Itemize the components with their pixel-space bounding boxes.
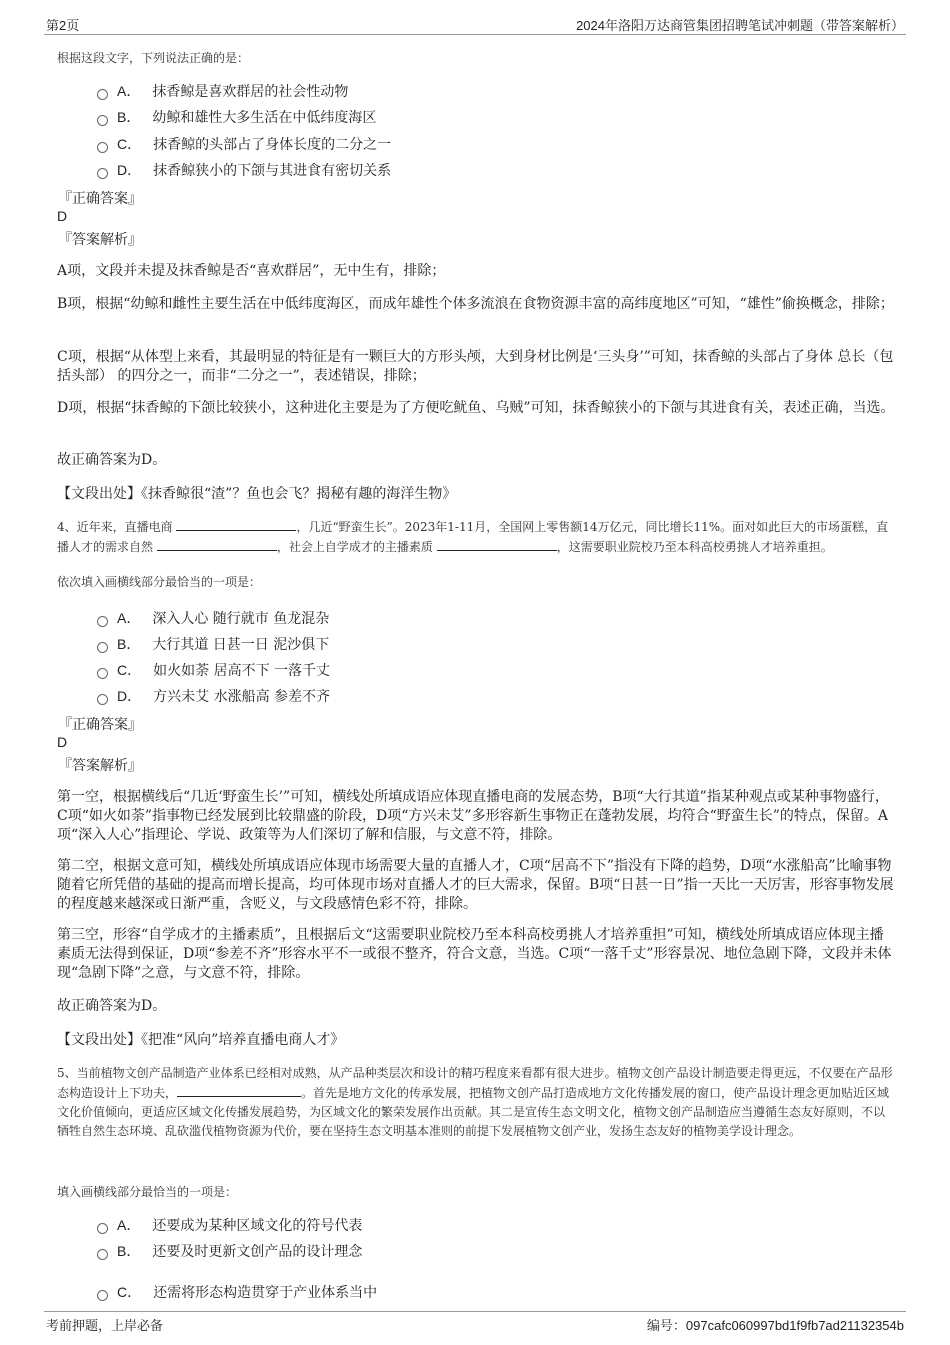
radio-icon[interactable] — [97, 115, 108, 126]
q3-analysis-c: C项，根据“从体型上来看，其最明显的特征是有一颗巨大的方形头颅，大到身材比例是‘三头身’”可知，抹香鲸的头部占了身体 总长（包括头部） 的四分之一，而非“二分之一”，表述错误，排除； — [57, 349, 894, 384]
q5-option-c[interactable]: C． 还需将形态构造贯穿于产业体系当中 — [97, 1282, 377, 1304]
page-number: 第2页 — [46, 18, 80, 33]
radio-icon[interactable] — [97, 642, 108, 653]
q3-analysis-tag: 『答案解析』 — [58, 232, 142, 248]
footer-slogan: 考前押题，上岸必备 — [46, 1318, 164, 1333]
page-header — [44, 14, 906, 35]
page-footer — [44, 1311, 906, 1332]
q4-stem: 4、近年来，直播电商 ，几近“野蛮生长”。2023年1-11月，全国网上零售额14万亿元，同比增长11%。面对如此巨大的市场蛋糕，直播人才的需求自然 ，社会上自学成才的主播素质 ，这需要职业院校乃至本科高校勇挑人才培养重担。 — [57, 517, 895, 557]
document-title: 2024年洛阳万达商管集团招聘笔试冲刺题（带答案解析） — [576, 18, 904, 33]
radio-icon[interactable] — [97, 1223, 108, 1234]
q3-analysis-a: A项，文段并未提及抹香鲸是否“喜欢群居”，无中生有，排除； — [57, 263, 446, 279]
document-serial: 编号：097cafc060997bd1f9fb7ad21132354b — [646, 1318, 904, 1333]
radio-icon[interactable] — [97, 89, 108, 100]
q3-answer: D — [57, 208, 68, 224]
radio-icon[interactable] — [97, 168, 108, 179]
q3-prompt: 根据这段文字，下列说法正确的是： — [57, 51, 250, 65]
q5-blank — [177, 1083, 301, 1097]
q4-blank-2 — [157, 537, 277, 551]
q5-option-a[interactable]: A． 还要成为某种区域文化的符号代表 — [97, 1215, 362, 1237]
q5-stem: 5、当前植物文创产品制造产业体系已经相对成熟，从产品种类层次和设计的精巧程度来看都有很大进步。植物文创产品设计制造要走得更远，不仅要在产品形态构造设计上下功夫， 。首先是地方文化的传承发展，把植物文创产品打造成地方文化传播发展的窗口，使产品设计理念更加贴近区域文化价值倾向，更适应区域文化传播发展趋势，为区域文化的繁荣发展作出贡献。其二是宣传生态文明文化，植物文创产品制造应当遵循生态友好原则，不以牺牲自然生态环境、乱砍滥伐植物资源为代价，要在坚持生态文明基本准则的前提下发展植物文创产业，发扬生态友好的植物美学设计理念。 — [57, 1066, 893, 1138]
q4-answer: D — [57, 734, 68, 750]
q4-source: 【文段出处】《把准“风向”培养直播电商人才》 — [57, 1032, 345, 1048]
q3-source: 【文段出处】《抹香鲸很“渣”？鱼也会飞？揭秘有趣的海洋生物》 — [57, 486, 457, 502]
q3-option-c[interactable]: C． 抹香鲸的头部占了身体长度的二分之一 — [97, 134, 391, 156]
q4-conclusion: 故正确答案为D。 — [57, 998, 167, 1014]
q3-option-a[interactable]: A． 抹香鲸是喜欢群居的社会性动物 — [97, 81, 348, 103]
q3-option-d[interactable]: D． 抹香鲸狭小的下颌与其进食有密切关系 — [97, 160, 391, 182]
q4-option-d[interactable]: D． 方兴未艾 水涨船高 参差不齐 — [97, 686, 330, 708]
q4-prompt: 依次填入画横线部分最恰当的一项是： — [57, 575, 262, 589]
q4-analysis-2: 第二空，根据文意可知，横线处所填成语应体现市场需要大量的直播人才，C项“居高不下”指没有下降的趋势，D项“水涨船高”比喻事物随着它所凭借的基础的提高而增长提高，均可体现市场对直播人才的巨大需求，保留。B项“日甚一日”指一天比一天厉害，形容事物发展的程度越来越深或日渐严重，含贬义，与文段感情色彩不符，排除。 — [57, 858, 894, 912]
q4-blank-3 — [437, 537, 557, 551]
q3-analysis-b: B项，根据“幼鲸和雌性主要生活在中低纬度海区，而成年雄性个体多流浪在食物资源丰富的高纬度地区”可知，“雄性”偷换概念，排除； — [57, 296, 894, 312]
q3-conclusion: 故正确答案为D。 — [57, 452, 167, 468]
radio-icon[interactable] — [97, 616, 108, 627]
q4-option-a[interactable]: A． 深入人心 随行就市 鱼龙混杂 — [97, 608, 329, 630]
radio-icon[interactable] — [97, 142, 108, 153]
q4-option-b[interactable]: B． 大行其道 日甚一日 泥沙俱下 — [97, 634, 329, 656]
q4-analysis-1: 第一空，根据横线后“几近‘野蛮生长’”可知，横线处所填成语应体现直播电商的发展态势，B项“大行其道”指某种观点或某种事物盛行，C项“如火如荼”指事物已经发展到比较鼎盛的阶段，D项“方兴未艾”多形容新生事物正在蓬勃发展，均符合“野蛮生长”的特点，保留。A项“深入人心”指理论、学说、政策等为人们深切了解和信服，与文意不符，排除。 — [57, 789, 889, 843]
radio-icon[interactable] — [97, 1290, 108, 1301]
radio-icon[interactable] — [97, 668, 108, 679]
q4-analysis-3: 第三空，形容“自学成才的主播素质”，且根据后文“这需要职业院校乃至本科高校勇挑人才培养重担”可知，横线处所填成语应体现主播素质无法得到保证，D项“参差不齐”形容水平不一或很不整齐，符合文意，当选。C项“一落千丈”形容景况、地位急剧下降，文段并未体现“急剧下降”之意，与文意不符，排除。 — [57, 927, 892, 981]
q3-analysis-d: D项，根据“抹香鲸的下颌比较狭小，这种进化主要是为了方便吃鱿鱼、乌贼”可知，抹香鲸狭小的下颌与其进食有关，表述正确，当选。 — [57, 400, 895, 416]
q4-option-c[interactable]: C． 如火如荼 居高不下 一落千丈 — [97, 660, 330, 682]
q3-answer-tag: 『正确答案』 — [58, 191, 142, 207]
radio-icon[interactable] — [97, 1249, 108, 1260]
q4-blank-1 — [176, 517, 296, 531]
radio-icon[interactable] — [97, 694, 108, 705]
q5-prompt: 填入画横线部分最恰当的一项是： — [57, 1185, 238, 1199]
q3-option-b[interactable]: B． 幼鲸和雄性大多生活在中低纬度海区 — [97, 107, 376, 129]
q5-option-b[interactable]: B． 还要及时更新文创产品的设计理念 — [97, 1241, 362, 1263]
q4-answer-tag: 『正确答案』 — [58, 717, 142, 733]
q4-analysis-tag: 『答案解析』 — [58, 758, 142, 774]
